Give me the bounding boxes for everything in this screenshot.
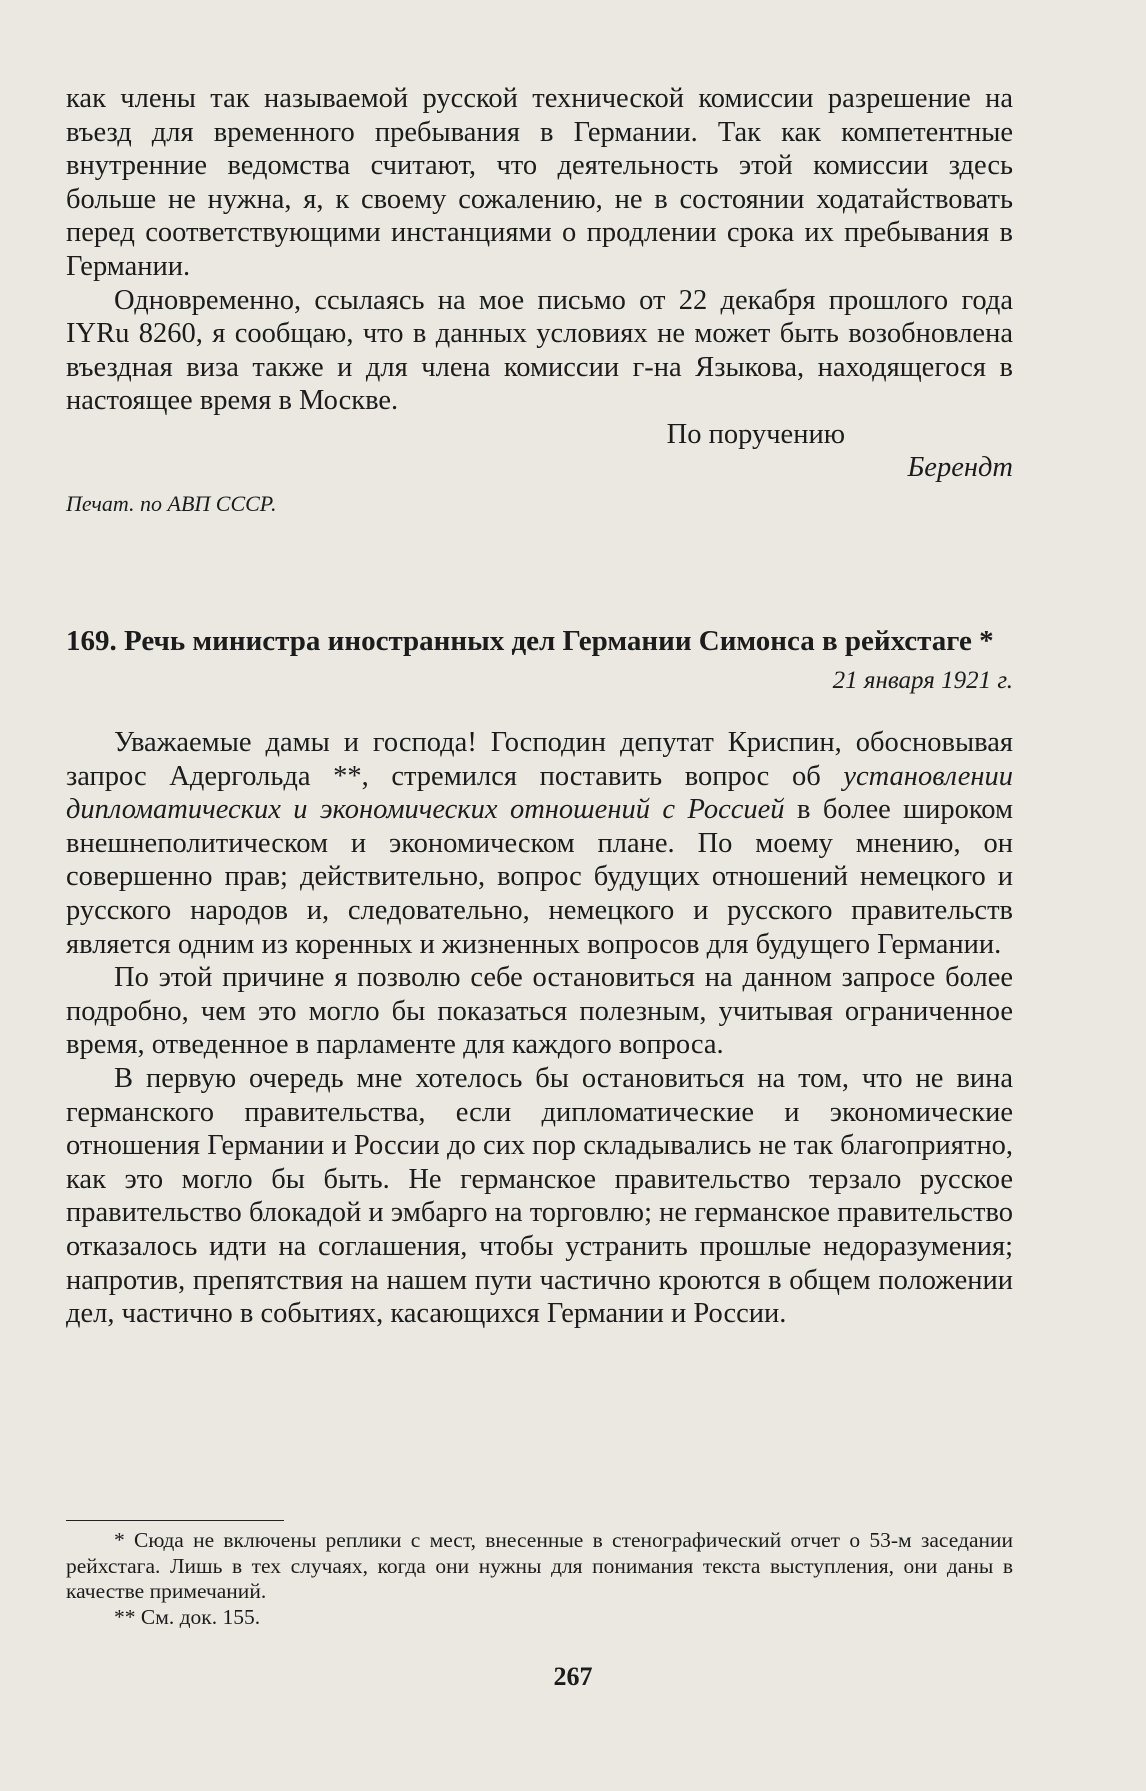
footnote: * Сюда не включены реплики с мест, внесенные в стенографический отчет о 53-м заседании рейхстага. Лишь в тех случаях, когда они нужны для понимания текста выступления, они даны в качестве примечаний. [66, 1528, 1013, 1603]
source-note: Печат. по АВП СССР. [66, 490, 277, 516]
document-date: 21 января 1921 г. [832, 667, 1013, 694]
footnotes [66, 1528, 1013, 1630]
page-number: 267 [553, 1662, 593, 1691]
document-heading: 169. Речь министра иностранных дел Германии Симонса в рейхстаге * [66, 625, 994, 657]
body-paragraph: В первую очередь мне хотелось бы остановиться на том, что не вина германского правительства, если дипломатические и экономические отношения Германии и России до сих пор складывались не так благоприятно, как это могло бы быть. Не германское правительство терзало русское правительство блокадой и эмбарго на торговлю; не германское правительство отказалось идти на соглашения, чтобы устранить прошлые недоразумения; напротив, препятствия на нашем пути частично кроются в общем положении дел, частично в событиях, касающихся Германии и России. [66, 1062, 1013, 1330]
footnote-divider [66, 1520, 284, 1521]
signature-name: Берендт [907, 451, 1013, 483]
previous-document-ending [66, 82, 1013, 518]
body-paragraph: По этой причине я позволю себе остановиться на данном запросе более подробно, чем это могло бы показаться полезным, учитывая ограниченное время, отведенное в парламенте для каждого вопроса. [66, 962, 1013, 1061]
document-169 [66, 624, 1013, 1331]
body-paragraph: Одновременно, ссылаясь на мое письмо от 22 декабря прошлого года IYRu 8260, я сообщаю, что в данных условиях не может быть возобновлена въездная виза также и для члена комиссии г-на Языкова, находящегося в настоящее время в Москве. [66, 284, 1013, 417]
paragraph-text: в более широком внешнеполитическом и экономическом плане. По моему мнению, он совершенно прав; действительно, вопрос будущих отношений немецкого и русского народов и, следовательно, немецкого и русского правительств является одним из коренных и жизненных вопросов для будущего Германии. [66, 794, 1013, 960]
italic-emphasis: установлении дипломатических и экономических отношений с Россией [66, 760, 1013, 826]
footnote: ** См. док. 155. [114, 1604, 261, 1629]
body-paragraph: как члены так называемой русской технической комиссии разрешение на въезд для временного пребывания в Германии. Так как компетентные внутренние ведомства считают, что деятельность этой комиссии здесь больше не нужна, я, к своему сожалению, не в состоянии ходатайствовать перед соответствующими инстанциями о продлении срока их пребывания в Германии. [66, 83, 1013, 282]
paragraph-text: Уважаемые дамы и господа! Господин депутат Криспин, обосновывая запрос Адергольда **, стремился поставить вопрос об [66, 727, 1013, 792]
body-paragraph [66, 726, 1013, 961]
signature-line: По поручению [666, 418, 845, 450]
